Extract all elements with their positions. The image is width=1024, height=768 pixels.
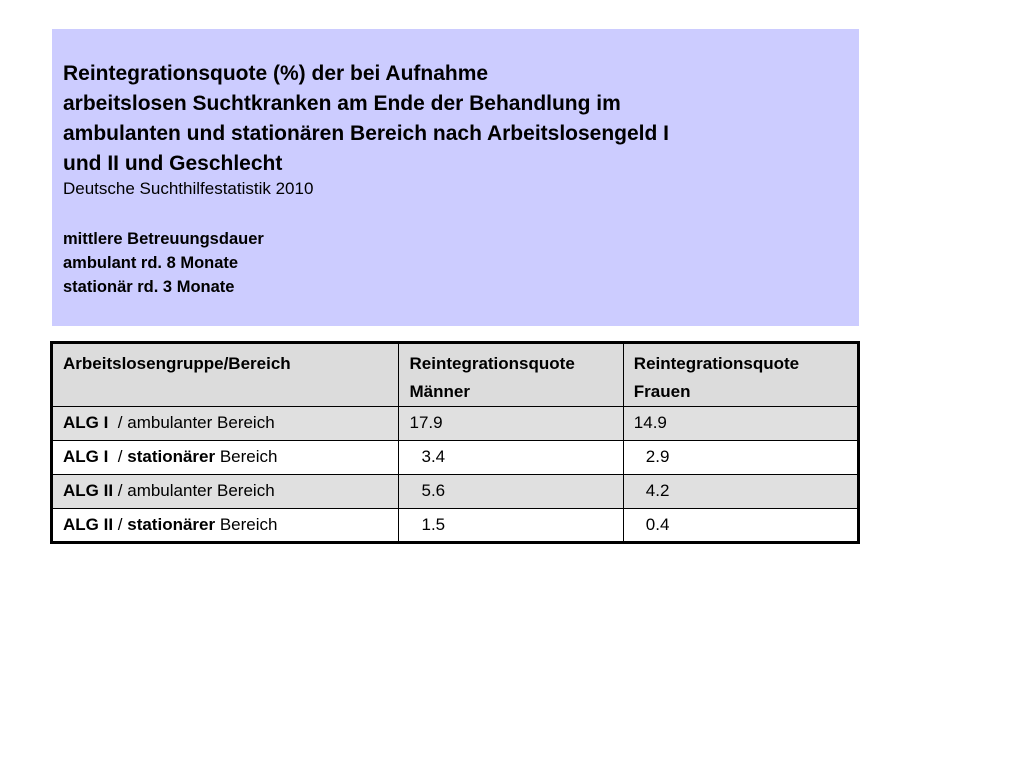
column-header-group: Arbeitslosengruppe/Bereich [52, 343, 399, 407]
title-line: und II und Geschlecht [63, 152, 283, 175]
reintegration-table [50, 341, 860, 544]
title-box [52, 29, 859, 326]
title-line: ambulanten und stationären Bereich nach Arbeitslosengeld I [63, 122, 670, 145]
info-line: ambulant rd. 8 Monate [63, 254, 239, 272]
cell-men-value: 5.6 [399, 475, 623, 509]
cell-group-area: ALG II / ambulanter Bereich [52, 475, 399, 509]
cell-men-value: 1.5 [399, 509, 623, 543]
column-header-men: Reintegrationsquote Männer [399, 343, 623, 407]
column-header-women: Reintegrationsquote Frauen [623, 343, 858, 407]
table-header-row [52, 343, 859, 407]
cell-women-value: 14.9 [623, 407, 858, 441]
table-row [52, 475, 859, 509]
table-row [52, 509, 859, 543]
info-line: stationär rd. 3 Monate [63, 278, 235, 296]
cell-women-value: 2.9 [623, 441, 858, 475]
cell-group-area: ALG I / stationärer Bereich [52, 441, 399, 475]
cell-men-value: 17.9 [399, 407, 623, 441]
cell-group-area: ALG I / ambulanter Bereich [52, 407, 399, 441]
table-row [52, 407, 859, 441]
title-line: arbeitslosen Suchtkranken am Ende der Behandlung im [63, 92, 621, 115]
cell-women-value: 0.4 [623, 509, 858, 543]
cell-group-area: ALG II / stationärer Bereich [52, 509, 399, 543]
table-row [52, 441, 859, 475]
title-line: Reintegrationsquote (%) der bei Aufnahme [63, 62, 489, 85]
cell-women-value: 4.2 [623, 475, 858, 509]
cell-men-value: 3.4 [399, 441, 623, 475]
main-title [63, 59, 859, 179]
subtitle: Deutsche Suchthilfestatistik 2010 [63, 179, 314, 198]
info-line: mittlere Betreuungsdauer [63, 230, 264, 248]
